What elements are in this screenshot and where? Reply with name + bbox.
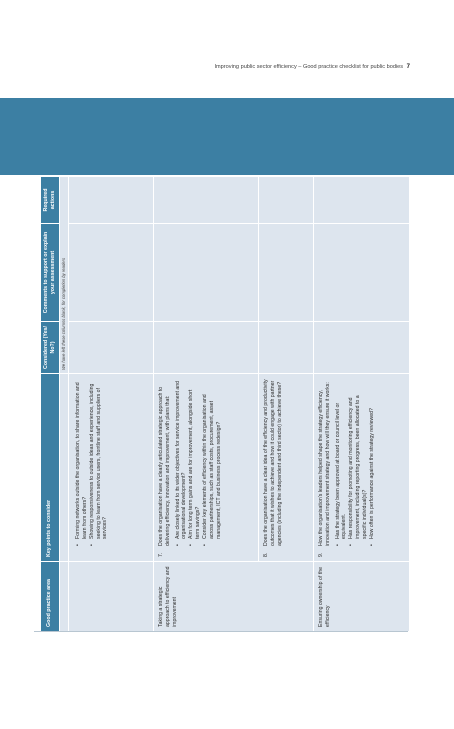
- comments-cell: [314, 224, 410, 322]
- area-cell: Taking a strategic approach to efficiency and improvement: [154, 562, 314, 632]
- actions-cell: [314, 177, 410, 224]
- note-cell-area: [59, 562, 69, 632]
- page-number: 7: [406, 64, 410, 70]
- question-text: Does the organisation have a clearly articulated strategic approach to delivering efficiency, innovation and improvement, with plans that:: [158, 386, 171, 546]
- list-item: • How often is performance against the strategy reviewed?: [369, 378, 376, 539]
- points-cell: [314, 374, 410, 562]
- list-item: • Aim for long term gains and are for improvement, alongside short term savings?: [188, 378, 201, 539]
- considered-cell: [69, 322, 154, 374]
- bullet-list: [335, 378, 376, 546]
- considered-cell: [259, 322, 314, 374]
- points-cell: [154, 374, 259, 562]
- points-cell: [259, 374, 314, 562]
- question-number: 8.: [263, 552, 270, 557]
- bullet-list: [175, 378, 223, 546]
- considered-cell: [314, 322, 410, 374]
- note-cell: [59, 177, 69, 374]
- running-header: [120, 64, 410, 70]
- running-header-title: Improving public sector efficiency – Good practice checklist for public bodies: [214, 64, 404, 70]
- note-cell-points: [59, 374, 69, 562]
- list-item: • Are closely linked to its wider objectives for service improvement and organisational development?: [175, 378, 188, 539]
- points-cell: [69, 374, 154, 562]
- note-row: [59, 177, 69, 632]
- list-item: • Has responsibility for promoting and monitoring efficiency and improvement, including reporting progress, been allocated to a specific individual(s)?: [348, 378, 368, 539]
- list-item: • Has the strategy been approved at board or council level or equivalent.: [335, 378, 348, 539]
- bottom-rule: [34, 631, 408, 632]
- table-row: [154, 177, 259, 632]
- question-number: 7.: [158, 552, 165, 557]
- comments-cell: [69, 224, 154, 322]
- question-text: How the organisation's leaders helped shape the strategy efficiency, innovation and improvement strategy and how will they ensure it works:: [318, 382, 331, 546]
- list-item: • Showing responsiveness to outside ideas and experience, including seeking to learn from service users, frontline staff and suppliers of services?: [89, 378, 109, 539]
- table-row: [69, 177, 154, 632]
- list-item: • Consider key elements of efficiency within the organisation and across partnerships, such as staff costs, procurement, asset management, ICT and business process redesign?: [202, 378, 222, 539]
- comments-cell: [154, 224, 259, 322]
- column-header-actions: Required actions: [41, 177, 60, 224]
- checklist-table: [40, 176, 410, 632]
- actions-cell: [259, 177, 314, 224]
- column-header-comments: Comments to support or explain your assessment: [41, 224, 60, 322]
- actions-cell: [69, 177, 154, 224]
- area-cell: [69, 562, 154, 632]
- header-band: [0, 98, 454, 175]
- comments-cell: [259, 224, 314, 322]
- column-header-key-points: Key points to consider: [41, 374, 60, 562]
- table-row: [314, 177, 410, 632]
- column-header-considered: Considered (Yes/ No?): [41, 322, 60, 374]
- area-cell: Ensuring ownership of the efficiency: [314, 562, 410, 632]
- blank-columns-note: We have left these columns blank, for completion by readers: [60, 257, 66, 370]
- checklist-table-rotated: [40, 177, 410, 632]
- list-item: • Forming networks outside the organisation, to share information and learn from others?: [75, 378, 88, 539]
- bullet-list: [75, 378, 109, 546]
- considered-cell: [154, 322, 259, 374]
- column-header-area: Good practice area: [41, 562, 60, 632]
- actions-cell: [154, 177, 259, 224]
- table-header-row: [41, 177, 60, 632]
- question-text: Does the organisation have a clear idea of the efficiency and productivity outcomes that it wishes to achieve and how it could engage with partner agencies (including the independent and third sector) to achieve these?: [263, 379, 283, 546]
- question-number: 9.: [318, 552, 325, 557]
